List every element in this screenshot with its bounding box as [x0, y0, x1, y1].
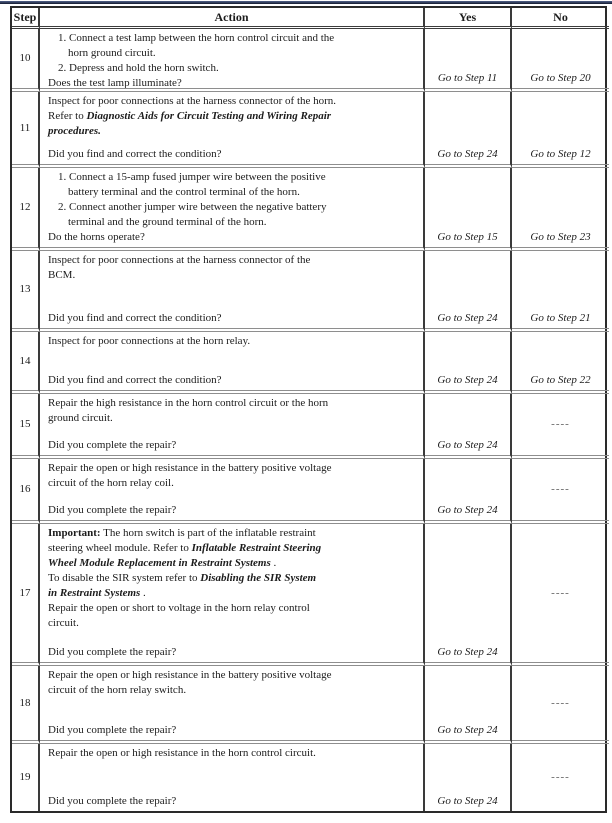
no-cell — [512, 744, 609, 811]
no-dash-placeholder: ---- — [551, 418, 570, 430]
no-goto-text: Go to Step 12 — [530, 148, 591, 160]
action-question: Did you find and correct the condition? — [48, 148, 222, 160]
action-text-run: circuit. — [48, 617, 79, 629]
action-question: Did you find and correct the condition? — [48, 312, 222, 324]
page-top-border — [0, 1, 612, 4]
yes-cell — [425, 168, 512, 251]
yes-cell — [425, 332, 512, 394]
action-question: Did you complete the repair? — [48, 504, 177, 516]
action-line — [48, 411, 419, 426]
action-line — [48, 94, 419, 109]
yes-goto-text: Go to Step 24 — [437, 504, 498, 516]
action-text-run: Diagnostic Aids for Circuit Testing and Wiring Repair — [86, 110, 332, 122]
action-cell — [40, 92, 425, 168]
action-line — [48, 215, 419, 230]
no-cell — [512, 168, 609, 251]
action-cell — [40, 168, 425, 251]
action-cell — [40, 744, 425, 811]
step-cell — [12, 92, 40, 168]
action-text-run: ground circuit. — [48, 412, 113, 424]
yes-cell — [425, 29, 512, 92]
action-text-run: Repair the open or high resistance in the horn control circuit. — [48, 747, 316, 759]
action-text-run: Inspect for poor connections at the harness connector of the — [48, 254, 311, 266]
action-text-run: Repair the high resistance in the horn control circuit or the horn — [48, 397, 329, 409]
action-line — [48, 586, 419, 601]
action-text-run: . — [140, 587, 146, 599]
action-line — [48, 31, 419, 46]
action-text-run: horn ground circuit. — [68, 47, 156, 59]
no-goto-text: Go to Step 23 — [530, 231, 591, 243]
no-dash-placeholder: ---- — [551, 696, 570, 709]
no-dash-placeholder: ---- — [551, 586, 570, 599]
action-line — [48, 46, 419, 61]
action-line — [48, 334, 419, 349]
step-number: 15 — [19, 418, 31, 430]
step-cell — [12, 29, 40, 92]
action-question: Did you complete the repair? — [48, 439, 177, 451]
no-goto-text: Go to Step 21 — [530, 312, 591, 324]
action-question: Did you find and correct the condition? — [48, 374, 222, 386]
step-number: 16 — [19, 483, 31, 495]
action-line — [48, 616, 419, 631]
step-number: 19 — [19, 771, 31, 783]
action-cell — [40, 29, 425, 92]
action-text-run: circuit of the horn relay coil. — [48, 477, 174, 489]
action-cell — [40, 459, 425, 524]
action-text-run: 1. Connect a 15-amp fused jumper wire between the positive — [58, 171, 326, 183]
no-cell — [512, 666, 609, 744]
action-line — [48, 124, 419, 139]
no-dash-placeholder: ---- — [551, 771, 570, 783]
step-cell — [12, 168, 40, 251]
action-line — [48, 200, 419, 215]
action-text-run: 2. Connect another jumper wire between the negative battery — [58, 201, 327, 213]
action-cell — [40, 251, 425, 332]
no-cell — [512, 524, 609, 666]
no-cell — [512, 394, 609, 459]
no-cell — [512, 459, 609, 524]
yes-cell — [425, 251, 512, 332]
step-number: 18 — [19, 696, 31, 709]
action-text-run: Inspect for poor connections at the harness connector of the horn. — [48, 95, 337, 107]
step-cell — [12, 744, 40, 811]
step-number: 11 — [19, 121, 31, 134]
action-line — [48, 668, 419, 683]
action-question: Do the horns operate? — [48, 231, 145, 243]
step-cell — [12, 251, 40, 332]
step-number: 14 — [19, 354, 31, 367]
no-dash-placeholder: ---- — [551, 483, 570, 495]
action-line — [48, 109, 419, 124]
yes-cell — [425, 744, 512, 811]
yes-cell — [425, 459, 512, 524]
action-text-run: steering wheel module. Refer to — [48, 542, 192, 554]
action-line — [48, 476, 419, 491]
col-header-no: No — [512, 8, 609, 29]
action-question: Did you complete the repair? — [48, 795, 177, 807]
no-goto-text: Go to Step 22 — [530, 374, 591, 386]
action-line — [48, 61, 419, 76]
step-number: 12 — [19, 201, 31, 213]
action-text-run: BCM. — [48, 269, 76, 281]
action-question: Did you complete the repair? — [48, 646, 177, 658]
yes-cell — [425, 92, 512, 168]
action-question: Does the test lamp illuminate? — [48, 77, 182, 89]
action-text-run: Repair the open or high resistance in the battery positive voltage — [48, 669, 332, 681]
action-line — [48, 526, 419, 541]
yes-cell — [425, 524, 512, 666]
col-header-action: Action — [40, 8, 425, 29]
yes-goto-text: Go to Step 24 — [437, 795, 498, 807]
action-text-run: Inspect for poor connections at the horn relay. — [48, 335, 251, 347]
action-text-run: 1. Connect a test lamp between the horn control circuit and the — [58, 32, 335, 44]
no-cell — [512, 92, 609, 168]
step-cell — [12, 394, 40, 459]
action-line — [48, 746, 419, 761]
action-text-run: procedures. — [48, 125, 101, 137]
action-text-run: battery terminal and the control terminal of the horn. — [68, 186, 300, 198]
step-cell — [12, 332, 40, 394]
step-number: 13 — [19, 283, 31, 295]
yes-goto-text: Go to Step 15 — [437, 231, 498, 243]
yes-goto-text: Go to Step 24 — [437, 374, 498, 386]
action-text-run: Repair the open or high resistance in the battery positive voltage — [48, 462, 332, 474]
step-number: 17 — [19, 586, 31, 599]
action-text-run: Wheel Module Replacement in Restraint Systems — [48, 557, 271, 569]
yes-goto-text: Go to Step 24 — [437, 724, 498, 736]
no-goto-text: Go to Step 20 — [530, 72, 591, 84]
no-cell — [512, 251, 609, 332]
action-line — [48, 396, 419, 411]
yes-goto-text: Go to Step 24 — [437, 312, 498, 324]
action-text-run: Disabling the SIR System — [200, 572, 317, 584]
no-cell — [512, 332, 609, 394]
action-line — [48, 601, 419, 616]
col-header-step: Step — [12, 8, 40, 29]
action-line — [48, 571, 419, 586]
action-text-run: Inflatable Restraint Steering — [191, 542, 322, 554]
yes-goto-text: Go to Step 11 — [437, 72, 498, 84]
yes-goto-text: Go to Step 24 — [437, 646, 498, 658]
action-text-run: The horn switch is part of the inflatable restraint — [100, 527, 316, 539]
yes-goto-text: Go to Step 24 — [437, 439, 498, 451]
step-number: 10 — [19, 52, 31, 64]
action-text-run: To disable the SIR system refer to — [48, 572, 201, 584]
action-cell — [40, 524, 425, 666]
action-cell — [40, 666, 425, 744]
action-text-run: terminal and the ground terminal of the horn. — [68, 216, 267, 228]
action-text-run: Repair the open or short to voltage in the horn relay control — [48, 602, 310, 614]
action-line — [48, 268, 419, 283]
diagnostic-table — [10, 6, 607, 813]
step-cell — [12, 459, 40, 524]
action-line — [48, 541, 419, 556]
yes-cell — [425, 394, 512, 459]
action-line — [48, 170, 419, 185]
action-line — [48, 556, 419, 571]
action-question: Did you complete the repair? — [48, 724, 177, 736]
yes-cell — [425, 666, 512, 744]
no-cell — [512, 29, 609, 92]
action-text-run: Important: — [48, 527, 101, 539]
step-cell — [12, 666, 40, 744]
action-text-run: Refer to — [48, 110, 87, 122]
action-text-run: in Restraint Systems — [48, 587, 141, 599]
action-line — [48, 683, 419, 698]
action-cell — [40, 332, 425, 394]
action-line — [48, 253, 419, 268]
action-cell — [40, 394, 425, 459]
action-line — [48, 185, 419, 200]
action-text-run: circuit of the horn relay switch. — [48, 684, 187, 696]
col-header-yes: Yes — [425, 8, 512, 29]
action-text-run: . — [270, 557, 277, 569]
yes-goto-text: Go to Step 24 — [437, 148, 498, 160]
action-text-run: 2. Depress and hold the horn switch. — [58, 62, 219, 74]
step-cell — [12, 524, 40, 666]
action-line — [48, 461, 419, 476]
